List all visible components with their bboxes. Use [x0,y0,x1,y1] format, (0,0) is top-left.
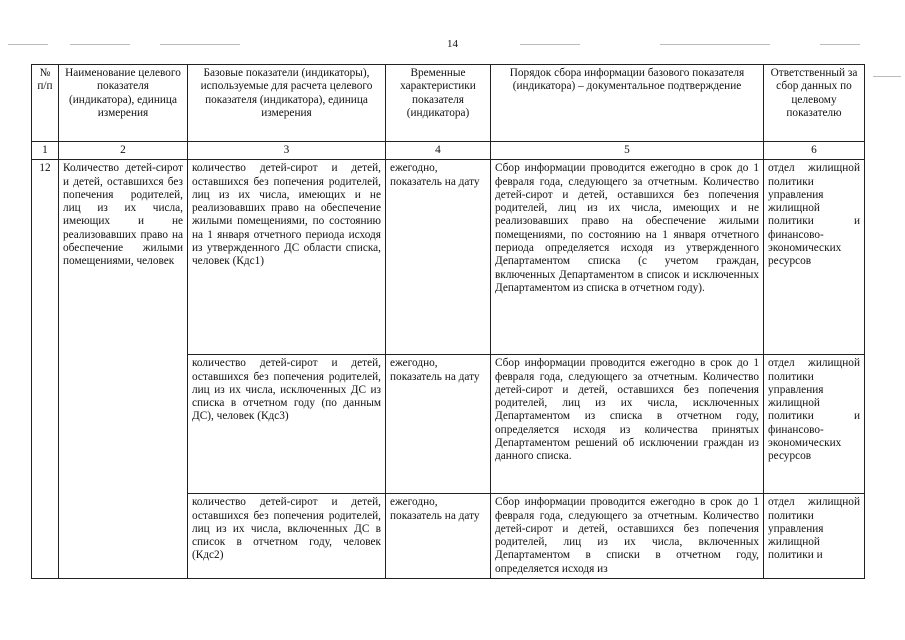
responsible: отдел жилищной политики управления жилищной политики и [764,494,865,579]
col-number: 3 [188,142,386,160]
row-number: 12 [32,160,59,579]
timing: ежегодно, показатель на дату [386,355,491,494]
scan-line [8,44,48,45]
col-number: 6 [764,142,865,160]
col-header-responsible: Ответственный за сбор данных по целевому показателю [764,65,865,142]
col-number: 2 [59,142,188,160]
procedure: Сбор информации проводится ежегодно в срок до 1 февраля года, следующего за отчетным. Количество детей-сирот и детей, оставшихся без попечения родителей, лиц из их числа, включенных Департаментом в списки в отчетном году, определяется исходя из [491,494,764,579]
responsible: отдел жилищной политики управления жилищной политики и финансово-экономических ресурсов [764,355,865,494]
table-row [32,160,865,355]
scan-line [660,44,770,45]
page-number: 14 [447,38,458,50]
scan-line [70,44,130,45]
scan-line [520,44,580,45]
col-header-timing: Временные характеристики показателя (индикатора) [386,65,491,142]
col-number: 1 [32,142,59,160]
indicator-table [31,64,865,579]
procedure: Сбор информации проводится ежегодно в срок до 1 февраля года, следующего за отчетным. Количество детей-сирот и детей, оставшихся без попечения родителей, лиц из их числа, исключенных Департаментом из списка в отчетном году, определяется исходя из количества принятых Департаментом решений об исключении граждан из данного списка. [491,355,764,494]
scan-line [160,44,240,45]
timing: ежегодно, показатель на дату [386,494,491,579]
scan-line [820,44,860,45]
indicator-name: Количество детей-сирот и детей, оставшихся без попечения родителей, лиц из их числа, имеющих и не реализовавших право на обеспечение жилыми помещениями, человек [59,160,188,579]
scan-line [873,76,901,77]
column-number-row [32,142,865,160]
base-indicator: количество детей-сирот и детей, оставшихся без попечения родителей, лиц из их числа, имеющих и не реализовавших право на обеспечение жилыми помещениями, по состоянию на 1 января отчетного периода исходя из утвержденного ДС области списка, человек (Кдс1) [188,160,386,355]
col-header-num: № п/п [32,65,59,142]
procedure: Сбор информации проводится ежегодно в срок до 1 февраля года, следующего за отчетным. Количество детей-сирот и детей, оставшихся без попечения родителей, лиц из их числа, имеющих и не реализовавших право на обеспечение жилыми помещениями, по состоянию на 1 января отчетного периода определяется исходя из утвержденного Департаментом списка (с учетом граждан, включенных Департаментом в список и исключенных Департаментом из списка в отчетном году). [491,160,764,355]
base-indicator: количество детей-сирот и детей, оставшихся без попечения родителей, лиц из их числа, включенных ДС в список в отчетном году, человек (Кдс2) [188,494,386,579]
table-header-row [32,65,865,142]
col-header-indicator: Наименование целевого показателя (индикатора), единица измерения [59,65,188,142]
col-number: 5 [491,142,764,160]
responsible: отдел жилищной политики управления жилищной политики и финансово-экономических ресурсов [764,160,865,355]
col-number: 4 [386,142,491,160]
timing: ежегодно, показатель на дату [386,160,491,355]
base-indicator: количество детей-сирот и детей, оставшихся без попечения родителей, лиц из их числа, исключенных ДС из списка в отчетном году (по данным ДС), человек (Кдс3) [188,355,386,494]
col-header-procedure: Порядок сбора информации базового показателя (индикатора) – документальное подтверждение [491,65,764,142]
col-header-base: Базовые показатели (индикаторы), используемые для расчета целевого показателя (индикатора), единица измерения [188,65,386,142]
